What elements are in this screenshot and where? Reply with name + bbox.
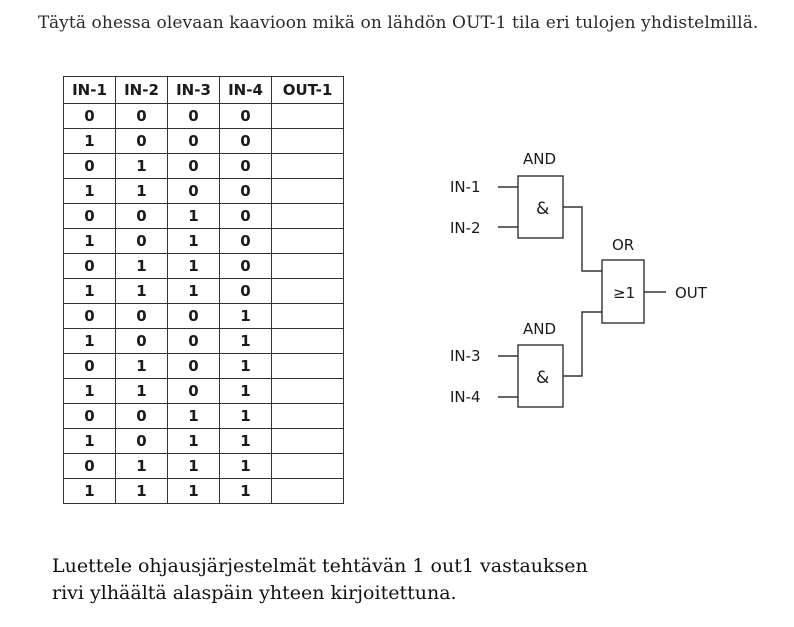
input-value-cell: 0 [64,454,116,479]
input-value-cell: 0 [64,254,116,279]
input-value-cell: 0 [116,329,168,354]
input-value-cell: 1 [116,154,168,179]
input-value-cell: 1 [220,454,272,479]
in-1-label: IN-1 [450,178,481,196]
input-value-cell: 0 [168,304,220,329]
input-value-cell: 1 [168,404,220,429]
gate3-symbol: ≥1 [613,284,636,302]
out-1-answer-cell[interactable] [272,229,344,254]
table-row [64,304,344,329]
input-value-cell: 1 [116,354,168,379]
table-row [64,404,344,429]
out-1-answer-cell[interactable] [272,279,344,304]
out-1-answer-cell[interactable] [272,204,344,229]
out-1-answer-cell[interactable] [272,304,344,329]
input-value-cell: 0 [64,204,116,229]
input-value-cell: 1 [116,379,168,404]
input-value-cell: 1 [64,479,116,504]
input-value-cell: 0 [220,179,272,204]
table-header-row [64,77,344,104]
input-value-cell: 1 [64,179,116,204]
table-row [64,229,344,254]
input-value-cell: 1 [220,404,272,429]
footer-question [52,553,588,607]
table-row [64,379,344,404]
in-3-label: IN-3 [450,347,481,365]
input-value-cell: 0 [220,129,272,154]
input-value-cell: 0 [64,104,116,129]
input-value-cell: 0 [168,354,220,379]
input-value-cell: 0 [116,304,168,329]
input-value-cell: 0 [116,129,168,154]
input-value-cell: 0 [220,204,272,229]
table-row [64,454,344,479]
input-value-cell: 1 [220,354,272,379]
out-1-answer-cell[interactable] [272,179,344,204]
input-value-cell: 1 [220,429,272,454]
input-value-cell: 1 [168,254,220,279]
input-value-cell: 1 [168,479,220,504]
out-1-answer-cell[interactable] [272,479,344,504]
out-1-answer-cell[interactable] [272,454,344,479]
table-row [64,354,344,379]
out-1-answer-cell[interactable] [272,104,344,129]
gate3-label: OR [612,236,635,254]
out-1-answer-cell[interactable] [272,329,344,354]
truth-table [63,76,344,504]
table-row [64,279,344,304]
input-value-cell: 1 [64,129,116,154]
input-value-cell: 1 [220,479,272,504]
input-value-cell: 0 [168,129,220,154]
input-value-cell: 0 [220,279,272,304]
input-value-cell: 1 [168,229,220,254]
input-value-cell: 0 [168,379,220,404]
input-value-cell: 1 [116,254,168,279]
input-value-cell: 0 [168,179,220,204]
gate2-label: AND [523,320,557,338]
logic-diagram [430,140,730,430]
input-value-cell: 0 [168,329,220,354]
input-value-cell: 1 [220,329,272,354]
table-row [64,129,344,154]
input-value-cell: 0 [220,104,272,129]
input-value-cell: 0 [168,154,220,179]
input-value-cell: 1 [116,179,168,204]
input-value-cell: 0 [116,404,168,429]
input-value-cell: 0 [220,254,272,279]
out-1-answer-cell[interactable] [272,254,344,279]
input-value-cell: 1 [116,479,168,504]
table-row [64,254,344,279]
header-in-2: IN-2 [116,77,168,104]
out-label: OUT [675,284,707,302]
and2-to-or-wire [563,312,602,376]
input-value-cell: 1 [168,279,220,304]
instruction-text: Täytä ohessa olevaan kaavioon mikä on lähdön OUT-1 tila eri tulojen yhdistelmillä. [38,13,759,33]
input-value-cell: 1 [64,329,116,354]
gate1-label: AND [523,150,557,168]
table-row [64,154,344,179]
input-value-cell: 0 [64,354,116,379]
table-row [64,479,344,504]
out-1-answer-cell[interactable] [272,404,344,429]
input-value-cell: 0 [64,304,116,329]
in-4-label: IN-4 [450,388,481,406]
header-out-1: OUT-1 [272,77,344,104]
table-body [64,104,344,504]
input-value-cell: 0 [64,404,116,429]
input-value-cell: 1 [220,379,272,404]
input-value-cell: 1 [168,454,220,479]
and1-to-or-wire [563,207,602,271]
input-value-cell: 0 [116,204,168,229]
input-value-cell: 1 [116,454,168,479]
gate2-symbol: & [536,368,550,388]
input-value-cell: 1 [64,379,116,404]
table-row [64,329,344,354]
input-value-cell: 0 [220,154,272,179]
header-in-1: IN-1 [64,77,116,104]
input-value-cell: 1 [168,429,220,454]
in-2-label: IN-2 [450,219,481,237]
out-1-answer-cell[interactable] [272,429,344,454]
out-1-answer-cell[interactable] [272,379,344,404]
table-row [64,179,344,204]
gate1-symbol: & [536,199,550,219]
input-value-cell: 1 [64,429,116,454]
footer-line-1: Luettele ohjausjärjestelmät tehtävän 1 out1 vastauksen [52,555,588,577]
input-value-cell: 0 [64,154,116,179]
input-value-cell: 0 [168,104,220,129]
input-value-cell: 1 [116,279,168,304]
table-row [64,104,344,129]
input-value-cell: 0 [220,229,272,254]
out-1-answer-cell[interactable] [272,354,344,379]
input-value-cell: 1 [64,229,116,254]
input-value-cell: 0 [116,429,168,454]
header-in-4: IN-4 [220,77,272,104]
input-value-cell: 0 [116,229,168,254]
out-1-answer-cell[interactable] [272,154,344,179]
header-in-3: IN-3 [168,77,220,104]
input-value-cell: 1 [64,279,116,304]
out-1-answer-cell[interactable] [272,129,344,154]
input-value-cell: 0 [116,104,168,129]
input-value-cell: 1 [220,304,272,329]
footer-line-2: rivi ylhäältä alaspäin yhteen kirjoitettuna. [52,582,457,604]
table-row [64,204,344,229]
input-value-cell: 1 [168,204,220,229]
table-row [64,429,344,454]
